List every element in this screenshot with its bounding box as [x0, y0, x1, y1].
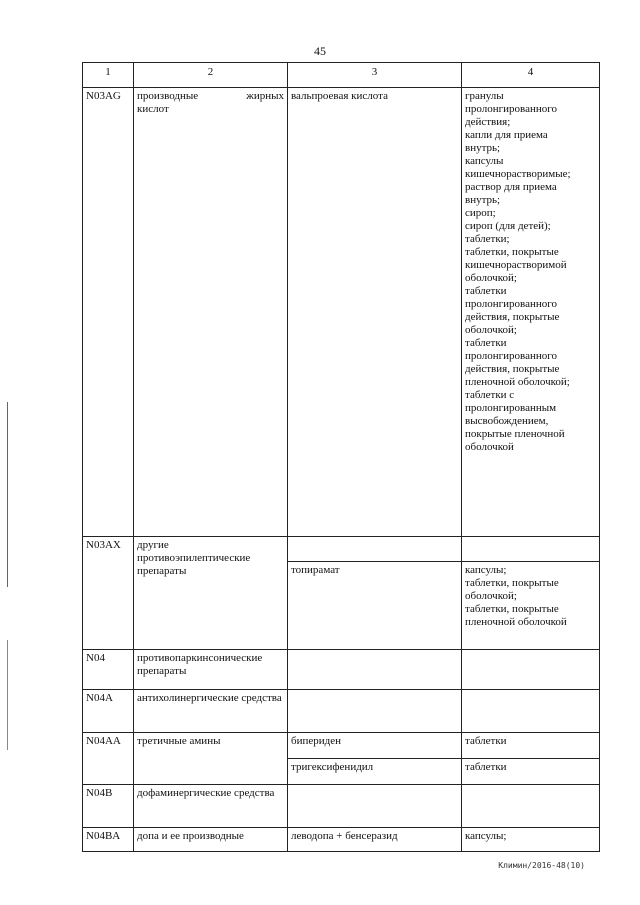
form-line: таблетки, покрытые: [465, 603, 559, 615]
table-row: [83, 690, 600, 733]
atc-group: противопаркинсонические препараты: [134, 650, 288, 690]
drug-name: бипериден: [288, 733, 462, 759]
atc-group-word: кислот: [137, 103, 169, 115]
atc-group: другие противоэпилептические препараты: [134, 537, 288, 650]
form-line: пролонгированного: [465, 298, 557, 310]
form-line: оболочкой;: [465, 272, 517, 284]
drug-name: вальпроевая кислота: [288, 88, 462, 537]
atc-group: антихолинергические средства: [134, 690, 288, 733]
form-line: капли для приема: [465, 129, 548, 141]
atc-code: N04: [83, 650, 134, 690]
drug-name-empty: [288, 785, 462, 828]
drug-name-empty: [288, 690, 462, 733]
atc-group: третичные амины: [134, 733, 288, 785]
drug-name: тригексифенидил: [288, 759, 462, 785]
dosage-forms-empty: [462, 785, 600, 828]
dosage-form: таблетки: [462, 733, 600, 759]
scan-artifact-line: [7, 640, 8, 750]
form-line: высвобождением,: [465, 415, 549, 427]
atc-code: N04AA: [83, 733, 134, 785]
dosage-forms-empty: [462, 690, 600, 733]
atc-group: допа и ее производные: [134, 828, 288, 852]
form-line: действия, покрытые: [465, 363, 560, 375]
form-line: раствор для приема: [465, 181, 557, 193]
form-line: таблетки: [465, 337, 507, 349]
form-line: оболочкой: [465, 441, 514, 453]
form-line: пролонгированного: [465, 350, 557, 362]
dosage-forms: [462, 88, 600, 537]
form-line: таблетки, покрытые: [465, 577, 559, 589]
table-row: [83, 828, 600, 852]
form-line: пролонгированного: [465, 103, 557, 115]
table-row: [83, 650, 600, 690]
atc-code: N04A: [83, 690, 134, 733]
dosage-form: капсулы;: [462, 828, 600, 852]
form-line: кишечнорастворимые;: [465, 168, 571, 180]
form-line: таблетки с: [465, 389, 515, 401]
form-line: кишечнорастворимой: [465, 259, 567, 271]
form-line: внутрь;: [465, 142, 501, 154]
table-row: [83, 733, 600, 759]
dosage-form: таблетки: [462, 759, 600, 785]
table-header-row: [83, 63, 600, 88]
dosage-forms-empty: [462, 537, 600, 562]
form-line: таблетки, покрытые: [465, 246, 559, 258]
form-line: внутрь;: [465, 194, 501, 206]
scan-artifact-line: [7, 402, 8, 587]
form-line: таблетки;: [465, 233, 510, 245]
drug-name-empty: [288, 650, 462, 690]
form-line: капсулы: [465, 155, 504, 167]
atc-code: N03AX: [83, 537, 134, 650]
document-footer-code: Климин/2016-48(10): [498, 861, 585, 870]
form-line: таблетки: [465, 285, 507, 297]
medication-table: [82, 62, 600, 852]
drug-name: топирамат: [288, 562, 462, 650]
form-line: гранулы: [465, 90, 504, 102]
form-line: действия;: [465, 116, 511, 128]
form-line: сироп (для детей);: [465, 220, 551, 232]
form-line: сироп;: [465, 207, 496, 219]
header-col-3: 3: [288, 63, 462, 88]
drug-name: леводопа + бенсеразид: [288, 828, 462, 852]
header-col-4: 4: [462, 63, 600, 88]
header-col-2: 2: [134, 63, 288, 88]
atc-group: дофаминергические средства: [134, 785, 288, 828]
atc-code: N04BA: [83, 828, 134, 852]
dosage-forms-empty: [462, 650, 600, 690]
atc-group: [134, 88, 288, 537]
form-line: пленочной оболочкой;: [465, 376, 570, 388]
form-line: покрытые пленочной: [465, 428, 565, 440]
atc-code: N04B: [83, 785, 134, 828]
atc-group-word: жирных: [246, 90, 284, 102]
form-line: оболочкой;: [465, 590, 517, 602]
table-row: [83, 537, 600, 562]
table-row: [83, 88, 600, 537]
atc-code: N03AG: [83, 88, 134, 537]
header-col-1: 1: [83, 63, 134, 88]
form-line: капсулы;: [465, 564, 507, 576]
page-number: 45: [314, 44, 326, 58]
form-line: пленочной оболочкой: [465, 616, 567, 628]
form-line: пролонгированным: [465, 402, 557, 414]
atc-group-word: производные: [137, 90, 199, 102]
dosage-forms: [462, 562, 600, 650]
form-line: действия, покрытые: [465, 311, 560, 323]
form-line: оболочкой;: [465, 324, 517, 336]
table-row: [83, 785, 600, 828]
drug-name-empty: [288, 537, 462, 562]
